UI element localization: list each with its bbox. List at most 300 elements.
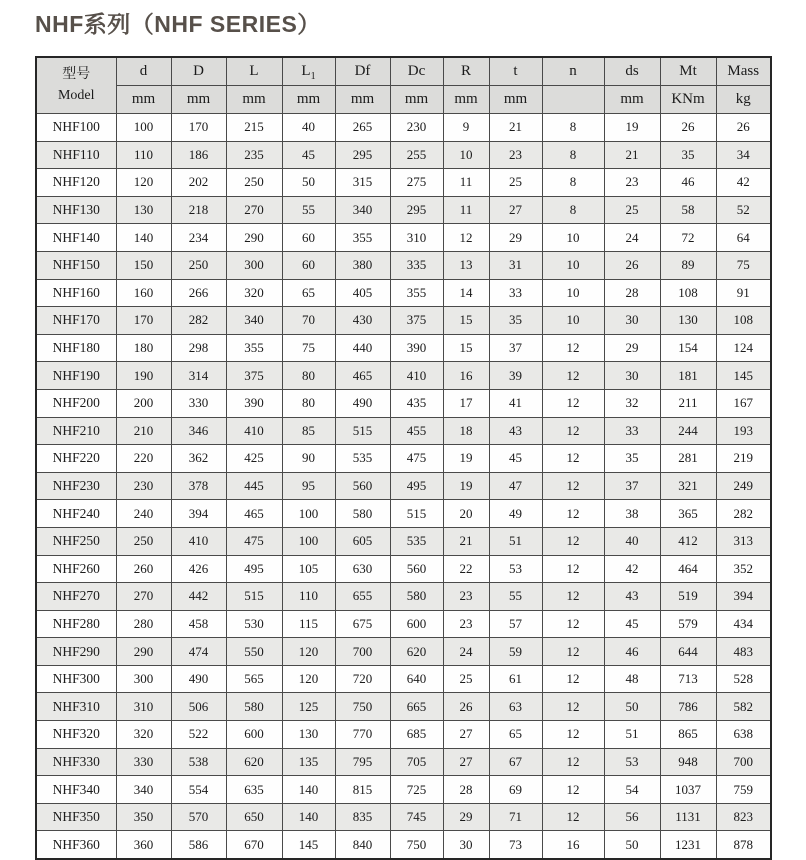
value-cell-n: 12 [542,776,604,804]
value-cell-Mass: 124 [716,334,771,362]
value-cell-d: 120 [116,169,171,197]
value-cell-Df: 340 [335,196,390,224]
value-cell-R: 26 [443,693,489,721]
value-cell-ds: 56 [604,803,660,831]
value-cell-L: 300 [226,251,282,279]
value-cell-ds: 23 [604,169,660,197]
value-cell-Mass: 91 [716,279,771,307]
value-cell-R: 23 [443,583,489,611]
table-row-nhf150 [36,251,771,279]
table-row-nhf340 [36,776,771,804]
value-cell-L: 515 [226,583,282,611]
column-unit-n [542,86,604,114]
value-cell-Mt: 519 [660,583,716,611]
value-cell-D: 218 [171,196,226,224]
value-cell-L1: 40 [282,114,335,142]
model-cell: NHF220 [36,445,116,473]
value-cell-ds: 42 [604,555,660,583]
value-cell-D: 186 [171,141,226,169]
model-cell: NHF320 [36,721,116,749]
value-cell-Mass: 34 [716,141,771,169]
value-cell-Mt: 412 [660,527,716,555]
column-unit-Mt: KNm [660,86,716,114]
value-cell-Mt: 46 [660,169,716,197]
value-cell-Mt: 713 [660,665,716,693]
value-cell-d: 340 [116,776,171,804]
column-header-Mt: Mt [660,57,716,86]
value-cell-R: 17 [443,389,489,417]
column-unit-L1: mm [282,86,335,114]
value-cell-t: 39 [489,362,542,390]
value-cell-D: 426 [171,555,226,583]
value-cell-Dc: 745 [390,803,443,831]
value-cell-t: 45 [489,445,542,473]
value-cell-L: 580 [226,693,282,721]
value-cell-ds: 28 [604,279,660,307]
column-header-D: D [171,57,226,86]
value-cell-ds: 38 [604,500,660,528]
value-cell-ds: 53 [604,748,660,776]
value-cell-d: 110 [116,141,171,169]
value-cell-Df: 515 [335,417,390,445]
table-row-nhf300 [36,665,771,693]
value-cell-n: 12 [542,417,604,445]
value-cell-Dc: 355 [390,279,443,307]
value-cell-t: 63 [489,693,542,721]
value-cell-L: 650 [226,803,282,831]
value-cell-t: 69 [489,776,542,804]
value-cell-Mass: 282 [716,500,771,528]
value-cell-Mass: 313 [716,527,771,555]
value-cell-Dc: 390 [390,334,443,362]
value-cell-Df: 795 [335,748,390,776]
value-cell-Mass: 26 [716,114,771,142]
value-cell-Mt: 1037 [660,776,716,804]
value-cell-t: 67 [489,748,542,776]
value-cell-Df: 605 [335,527,390,555]
value-cell-ds: 50 [604,693,660,721]
value-cell-Df: 355 [335,224,390,252]
value-cell-t: 41 [489,389,542,417]
column-header-Dc: Dc [390,57,443,86]
value-cell-n: 12 [542,472,604,500]
value-cell-t: 73 [489,831,542,859]
value-cell-t: 55 [489,583,542,611]
value-cell-R: 24 [443,638,489,666]
value-cell-Mt: 1231 [660,831,716,859]
value-cell-R: 20 [443,500,489,528]
value-cell-D: 554 [171,776,226,804]
column-unit-D: mm [171,86,226,114]
value-cell-L1: 120 [282,665,335,693]
value-cell-L: 530 [226,610,282,638]
value-cell-Mt: 786 [660,693,716,721]
value-cell-Dc: 750 [390,831,443,859]
table-row-nhf180 [36,334,771,362]
model-cell: NHF140 [36,224,116,252]
model-cell: NHF110 [36,141,116,169]
value-cell-D: 442 [171,583,226,611]
value-cell-Df: 560 [335,472,390,500]
value-cell-Mt: 72 [660,224,716,252]
value-cell-d: 170 [116,307,171,335]
header-label-row [36,57,771,86]
value-cell-Mt: 1131 [660,803,716,831]
value-cell-Dc: 230 [390,114,443,142]
value-cell-t: 71 [489,803,542,831]
value-cell-R: 25 [443,665,489,693]
column-unit-R: mm [443,86,489,114]
value-cell-t: 37 [489,334,542,362]
value-cell-L1: 75 [282,334,335,362]
value-cell-Mass: 823 [716,803,771,831]
value-cell-t: 35 [489,307,542,335]
value-cell-d: 250 [116,527,171,555]
value-cell-Mt: 948 [660,748,716,776]
model-column-header [36,57,116,114]
column-unit-Dc: mm [390,86,443,114]
value-cell-D: 234 [171,224,226,252]
value-cell-Df: 380 [335,251,390,279]
value-cell-Dc: 665 [390,693,443,721]
value-cell-Dc: 410 [390,362,443,390]
value-cell-L1: 140 [282,776,335,804]
value-cell-L1: 120 [282,638,335,666]
value-cell-D: 202 [171,169,226,197]
value-cell-L1: 80 [282,389,335,417]
value-cell-d: 310 [116,693,171,721]
value-cell-Mass: 193 [716,417,771,445]
value-cell-L1: 125 [282,693,335,721]
value-cell-t: 65 [489,721,542,749]
value-cell-Mt: 365 [660,500,716,528]
value-cell-t: 47 [489,472,542,500]
value-cell-R: 19 [443,445,489,473]
value-cell-t: 43 [489,417,542,445]
model-header-zh: 型号 [62,67,91,83]
table-row-nhf280 [36,610,771,638]
model-cell: NHF340 [36,776,116,804]
value-cell-L1: 135 [282,748,335,776]
value-cell-d: 180 [116,334,171,362]
value-cell-L: 340 [226,307,282,335]
value-cell-D: 314 [171,362,226,390]
value-cell-Dc: 580 [390,583,443,611]
value-cell-n: 10 [542,279,604,307]
value-cell-L1: 60 [282,224,335,252]
table-row-nhf100 [36,114,771,142]
value-cell-Dc: 335 [390,251,443,279]
value-cell-t: 57 [489,610,542,638]
table-row-nhf310 [36,693,771,721]
value-cell-t: 59 [489,638,542,666]
column-unit-ds: mm [604,86,660,114]
value-cell-ds: 24 [604,224,660,252]
value-cell-n: 16 [542,831,604,859]
value-cell-t: 21 [489,114,542,142]
value-cell-Mt: 579 [660,610,716,638]
table-row-nhf260 [36,555,771,583]
table-row-nhf250 [36,527,771,555]
value-cell-Dc: 725 [390,776,443,804]
table-row-nhf230 [36,472,771,500]
value-cell-n: 8 [542,169,604,197]
value-cell-Mt: 26 [660,114,716,142]
value-cell-Mt: 130 [660,307,716,335]
value-cell-t: 29 [489,224,542,252]
value-cell-Mt: 89 [660,251,716,279]
value-cell-Df: 655 [335,583,390,611]
value-cell-t: 25 [489,169,542,197]
value-cell-Mass: 145 [716,362,771,390]
value-cell-L1: 55 [282,196,335,224]
model-cell: NHF250 [36,527,116,555]
value-cell-Dc: 685 [390,721,443,749]
value-cell-R: 23 [443,610,489,638]
value-cell-D: 394 [171,500,226,528]
table-row-nhf290 [36,638,771,666]
nhf-series-spec-table [35,56,772,860]
value-cell-R: 29 [443,803,489,831]
value-cell-Df: 535 [335,445,390,473]
value-cell-R: 10 [443,141,489,169]
value-cell-Df: 265 [335,114,390,142]
value-cell-t: 49 [489,500,542,528]
value-cell-L1: 80 [282,362,335,390]
value-cell-Df: 490 [335,389,390,417]
value-cell-n: 12 [542,555,604,583]
value-cell-ds: 43 [604,583,660,611]
value-cell-D: 362 [171,445,226,473]
value-cell-n: 12 [542,445,604,473]
value-cell-ds: 35 [604,445,660,473]
value-cell-n: 12 [542,362,604,390]
value-cell-Mt: 58 [660,196,716,224]
value-cell-t: 33 [489,279,542,307]
value-cell-Df: 750 [335,693,390,721]
value-cell-R: 22 [443,555,489,583]
value-cell-n: 12 [542,389,604,417]
value-cell-D: 298 [171,334,226,362]
model-cell: NHF310 [36,693,116,721]
value-cell-D: 346 [171,417,226,445]
value-cell-L1: 95 [282,472,335,500]
value-cell-Dc: 620 [390,638,443,666]
value-cell-D: 330 [171,389,226,417]
value-cell-ds: 33 [604,417,660,445]
value-cell-Df: 835 [335,803,390,831]
model-cell: NHF350 [36,803,116,831]
value-cell-Mass: 75 [716,251,771,279]
value-cell-Mass: 249 [716,472,771,500]
model-cell: NHF270 [36,583,116,611]
value-cell-D: 282 [171,307,226,335]
value-cell-n: 12 [542,500,604,528]
value-cell-t: 31 [489,251,542,279]
value-cell-Mt: 321 [660,472,716,500]
value-cell-ds: 30 [604,362,660,390]
table-row-nhf360 [36,831,771,859]
model-cell: NHF180 [36,334,116,362]
model-cell: NHF330 [36,748,116,776]
value-cell-n: 10 [542,251,604,279]
value-cell-Dc: 310 [390,224,443,252]
value-cell-L1: 45 [282,141,335,169]
value-cell-d: 280 [116,610,171,638]
value-cell-R: 11 [443,196,489,224]
value-cell-L: 425 [226,445,282,473]
column-unit-d: mm [116,86,171,114]
table-row-nhf160 [36,279,771,307]
value-cell-d: 270 [116,583,171,611]
value-cell-L: 565 [226,665,282,693]
value-cell-L: 390 [226,389,282,417]
table-row-nhf330 [36,748,771,776]
value-cell-L: 290 [226,224,282,252]
value-cell-D: 522 [171,721,226,749]
value-cell-ds: 26 [604,251,660,279]
value-cell-Mt: 108 [660,279,716,307]
value-cell-Df: 700 [335,638,390,666]
value-cell-Dc: 295 [390,196,443,224]
value-cell-Mass: 700 [716,748,771,776]
value-cell-L1: 50 [282,169,335,197]
value-cell-t: 23 [489,141,542,169]
model-cell: NHF130 [36,196,116,224]
column-header-Df: Df [335,57,390,86]
value-cell-Dc: 705 [390,748,443,776]
column-unit-L: mm [226,86,282,114]
value-cell-n: 12 [542,334,604,362]
value-cell-n: 8 [542,196,604,224]
value-cell-D: 474 [171,638,226,666]
value-cell-ds: 48 [604,665,660,693]
value-cell-R: 19 [443,472,489,500]
value-cell-Mt: 181 [660,362,716,390]
value-cell-ds: 45 [604,610,660,638]
table-row-nhf170 [36,307,771,335]
value-cell-Mass: 108 [716,307,771,335]
value-cell-R: 15 [443,307,489,335]
value-cell-Df: 430 [335,307,390,335]
column-unit-Df: mm [335,86,390,114]
value-cell-Dc: 255 [390,141,443,169]
value-cell-L: 250 [226,169,282,197]
value-cell-L: 375 [226,362,282,390]
model-cell: NHF290 [36,638,116,666]
value-cell-Mt: 865 [660,721,716,749]
value-cell-L1: 140 [282,803,335,831]
value-cell-Df: 315 [335,169,390,197]
value-cell-L: 445 [226,472,282,500]
value-cell-d: 360 [116,831,171,859]
table-row-nhf200 [36,389,771,417]
value-cell-L: 670 [226,831,282,859]
model-cell: NHF300 [36,665,116,693]
table-row-nhf190 [36,362,771,390]
value-cell-ds: 50 [604,831,660,859]
value-cell-n: 10 [542,307,604,335]
value-cell-R: 15 [443,334,489,362]
value-cell-d: 210 [116,417,171,445]
value-cell-D: 538 [171,748,226,776]
value-cell-n: 12 [542,610,604,638]
value-cell-t: 53 [489,555,542,583]
table-row-nhf320 [36,721,771,749]
value-cell-Mass: 582 [716,693,771,721]
value-cell-Mass: 434 [716,610,771,638]
value-cell-R: 21 [443,527,489,555]
value-cell-L: 320 [226,279,282,307]
value-cell-Dc: 600 [390,610,443,638]
value-cell-Df: 405 [335,279,390,307]
value-cell-d: 130 [116,196,171,224]
model-cell: NHF160 [36,279,116,307]
table-body [36,114,771,860]
value-cell-Mt: 154 [660,334,716,362]
value-cell-d: 330 [116,748,171,776]
value-cell-Df: 440 [335,334,390,362]
value-cell-ds: 37 [604,472,660,500]
value-cell-L1: 85 [282,417,335,445]
value-cell-L: 550 [226,638,282,666]
table-row-nhf220 [36,445,771,473]
value-cell-d: 350 [116,803,171,831]
value-cell-n: 8 [542,141,604,169]
value-cell-Dc: 455 [390,417,443,445]
page-title: NHF系列（NHF SERIES） [35,11,321,37]
column-unit-t: mm [489,86,542,114]
value-cell-d: 320 [116,721,171,749]
value-cell-n: 12 [542,803,604,831]
table-row-nhf210 [36,417,771,445]
value-cell-Dc: 560 [390,555,443,583]
column-header-ds: ds [604,57,660,86]
model-cell: NHF150 [36,251,116,279]
value-cell-n: 10 [542,224,604,252]
value-cell-R: 30 [443,831,489,859]
value-cell-ds: 32 [604,389,660,417]
value-cell-D: 586 [171,831,226,859]
value-cell-L: 475 [226,527,282,555]
value-cell-Mass: 352 [716,555,771,583]
value-cell-Mass: 759 [716,776,771,804]
table-row-nhf140 [36,224,771,252]
value-cell-R: 12 [443,224,489,252]
value-cell-d: 260 [116,555,171,583]
value-cell-L1: 90 [282,445,335,473]
model-cell: NHF240 [36,500,116,528]
model-header-en: Model [57,87,95,103]
value-cell-Mt: 464 [660,555,716,583]
value-cell-L: 600 [226,721,282,749]
column-header-L1: $L_1$ [282,57,335,86]
value-cell-t: 61 [489,665,542,693]
value-cell-Mt: 244 [660,417,716,445]
value-cell-Mass: 528 [716,665,771,693]
column-header-t: t [489,57,542,86]
value-cell-L1: 115 [282,610,335,638]
column-header-R: R [443,57,489,86]
value-cell-ds: 21 [604,141,660,169]
value-cell-L1: 100 [282,500,335,528]
value-cell-n: 12 [542,527,604,555]
table-row-nhf110 [36,141,771,169]
header-unit-row [36,86,771,114]
value-cell-Df: 840 [335,831,390,859]
value-cell-D: 490 [171,665,226,693]
value-cell-R: 28 [443,776,489,804]
